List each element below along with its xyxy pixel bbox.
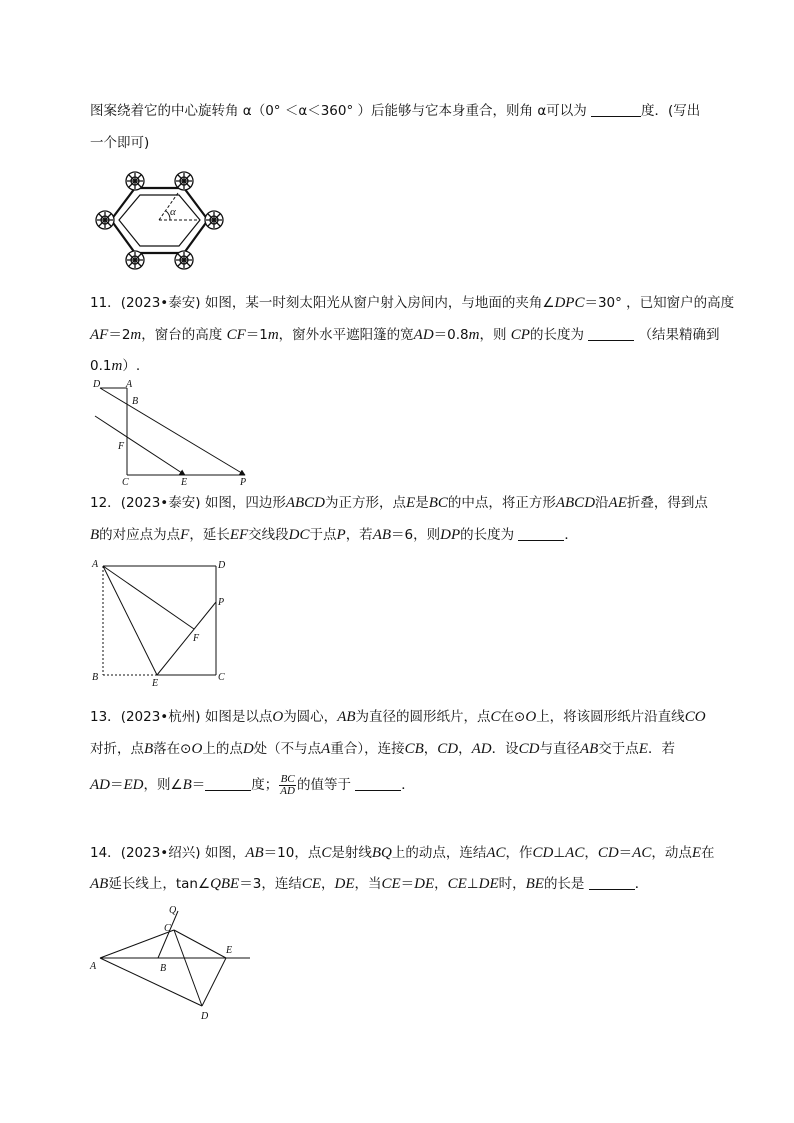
q12-var: AE: [608, 495, 627, 511]
q11-text: 如图，某一时刻太阳光从窗户射入房间内，与地面的夹角∠: [204, 295, 555, 311]
q14-text: ，当: [354, 876, 382, 892]
q12-var: DP: [440, 527, 461, 543]
q13-var: D: [242, 741, 254, 757]
q14-text: ＝3，连结: [239, 876, 302, 892]
q10-figure: [90, 163, 230, 278]
q14-text: ⊥: [553, 845, 566, 861]
q14-var: AB: [90, 876, 109, 892]
q11-text: ）.: [122, 358, 141, 374]
q14-text: ，: [584, 845, 598, 861]
q13-text: ．设: [491, 741, 519, 757]
q12-text: 的中点，将正方形: [447, 495, 556, 511]
q11-line2: [90, 325, 720, 345]
q13-text: ＝: [191, 777, 206, 793]
q13-text: ．: [401, 777, 415, 793]
q14-var: CE: [301, 876, 321, 892]
q11-source: (2023•泰安): [120, 295, 201, 311]
q13-var: E: [638, 741, 648, 757]
q14-label-E: E: [226, 945, 233, 956]
q12-var: ABCD: [555, 495, 596, 511]
q13-var: B: [182, 777, 192, 793]
q14-label-Q: Q: [169, 905, 177, 916]
q11-text: ，则: [479, 327, 507, 343]
q10-answer-blank: [591, 102, 641, 117]
q14-var: QBE: [210, 876, 240, 892]
q13-text: ，: [423, 741, 438, 757]
q13-line2: [90, 739, 675, 759]
q12-text: 于点: [309, 527, 337, 543]
q13-text: 落在⊙: [153, 741, 192, 757]
q13-var: AD: [90, 777, 110, 793]
q14-text: ，动点: [651, 845, 692, 861]
q14-text: ＝10，点: [263, 845, 322, 861]
q11-var: m: [130, 327, 142, 343]
q11-line3: [90, 356, 140, 376]
q11-var: AD: [413, 327, 434, 343]
q13-line3: [90, 771, 415, 799]
q11-label-B: B: [132, 396, 139, 407]
q13-fraction: [279, 774, 296, 797]
q14-text: ，作: [505, 845, 533, 861]
q12-var: BC: [428, 495, 448, 511]
q12-text: ＝6，则: [391, 527, 441, 543]
q14-var: BQ: [371, 845, 392, 861]
q12-text: ，延长: [189, 527, 230, 543]
q11-text: ，窗台的高度: [141, 327, 223, 343]
q10-text: 图案绕着它的中心旋转角 α（0° ＜α＜360° ）后能够与它本身重合，则角 α可以为: [90, 103, 587, 119]
q11-text: ＝2: [108, 327, 131, 343]
q14-label-A: A: [90, 961, 97, 972]
q13-answer-blank-1: [205, 776, 251, 791]
q12-label-B: B: [92, 672, 99, 683]
q13-var: O: [191, 741, 203, 757]
q14-line2: [90, 874, 648, 894]
q14-var: CE: [381, 876, 401, 892]
q14-var: CD: [597, 845, 619, 861]
q13-text: 处（不与点: [253, 741, 322, 757]
q14-var: DE: [414, 876, 435, 892]
q12-label-D: D: [218, 560, 226, 571]
q12-label-E: E: [152, 678, 159, 689]
q10-text2: 一个即可): [90, 135, 150, 151]
q13-var: CD: [437, 741, 459, 757]
q11-label-C: C: [122, 477, 129, 488]
q12-label-F: F: [193, 633, 200, 644]
q11-label-F: F: [118, 441, 125, 452]
q14-var: AC: [632, 845, 652, 861]
q14-number: 14．: [90, 845, 121, 861]
q14-var: AC: [486, 845, 506, 861]
q12-text: 折叠，得到点: [626, 495, 708, 511]
q12-number: 12．: [90, 495, 121, 511]
knot-bottom-right: [175, 251, 193, 269]
q12-text: 如图，四边形: [204, 495, 286, 511]
q11-text: 的长度为: [529, 327, 584, 343]
q13-text: 为圆心，: [283, 709, 338, 725]
q12-text: ．: [564, 527, 578, 543]
q11-text: （结果精确到: [638, 327, 720, 343]
q11-line1: [90, 293, 734, 313]
q14-figure: [88, 903, 258, 1023]
q12-source: (2023•泰安): [120, 495, 201, 511]
q13-answer-blank-2: [355, 776, 401, 791]
q12-label-C: C: [218, 672, 225, 683]
q14-text: 的长是: [543, 876, 585, 892]
q11-number: 11．: [90, 295, 121, 311]
q13-number: 13．: [90, 709, 121, 725]
q14-text: ．: [634, 876, 649, 892]
q12-line1: [90, 493, 708, 513]
q13-var: AB: [337, 709, 356, 725]
q14-text: 上的动点，连结: [391, 845, 487, 861]
knot-right: [205, 211, 223, 229]
q11-var: m: [468, 327, 480, 343]
q13-var: B: [144, 741, 154, 757]
q11-var: CF: [226, 327, 246, 343]
knot-top-left: [126, 172, 144, 190]
q11-text: ＝30° ，已知窗户的高度: [584, 295, 735, 311]
q13-var: C: [490, 709, 501, 725]
q14-var: C: [321, 845, 332, 861]
q12-var: P: [336, 527, 346, 543]
knot-left: [96, 211, 114, 229]
q13-text: ＝: [110, 777, 124, 793]
q12-text: 交线段: [248, 527, 289, 543]
q13-text: 重合），连接: [330, 741, 405, 757]
q14-line1: [90, 843, 715, 863]
q14-var: AB: [245, 845, 264, 861]
q14-label-C: C: [164, 923, 171, 934]
q13-source: (2023•杭州): [120, 709, 201, 725]
q14-label-B: B: [160, 963, 167, 974]
q13-var: AD: [471, 741, 492, 757]
q13-frac-den: AD: [280, 784, 295, 797]
q11-label-P: P: [240, 477, 247, 488]
q12-var: E: [406, 495, 416, 511]
q14-text: 延长线上，tan∠: [108, 876, 211, 892]
q13-var: CD: [518, 741, 540, 757]
q10-line1: [90, 101, 700, 121]
q13-var: O: [525, 709, 537, 725]
q11-label-E: E: [181, 477, 188, 488]
q13-frac-num: BC: [280, 772, 295, 785]
q12-text: ，若: [345, 527, 373, 543]
q11-figure: [90, 378, 260, 488]
q11-text: ，窗外水平遮阳篷的宽: [278, 327, 414, 343]
q13-text: 与直径: [539, 741, 580, 757]
q11-text: ＝0.8: [433, 327, 469, 343]
q13-text: 交于点: [598, 741, 639, 757]
q11-var: DPC: [554, 295, 585, 311]
q11-label-A: A: [126, 379, 133, 390]
q13-text: 如图是以点: [204, 709, 273, 725]
q13-text: 度；: [251, 777, 279, 793]
q14-text: ⊥: [466, 876, 479, 892]
q14-label-D: D: [201, 1011, 209, 1022]
q12-text: 为正方形，点: [325, 495, 407, 511]
q12-var: F: [180, 527, 190, 543]
q14-text: 如图，: [204, 845, 246, 861]
q14-text: 是射线: [331, 845, 372, 861]
q13-text: 对折，点: [90, 741, 144, 757]
q14-text: ＝: [618, 845, 633, 861]
q13-text: 上，将该圆形纸片沿直线: [536, 709, 685, 725]
q12-line2: [90, 525, 578, 545]
q12-var: EF: [229, 527, 249, 543]
q13-var: ED: [123, 777, 144, 793]
q14-text: ＝: [400, 876, 415, 892]
q14-text: ，: [434, 876, 448, 892]
q13-text: 的值等于: [296, 777, 351, 793]
q12-var: DC: [288, 527, 310, 543]
q14-var: BE: [525, 876, 544, 892]
q13-var: AB: [579, 741, 599, 757]
q14-text: 在: [701, 845, 715, 861]
q12-var: AB: [372, 527, 392, 543]
q14-source: (2023•绍兴): [120, 845, 201, 861]
q10-alpha-label: α: [170, 206, 176, 218]
q12-text: 的对应点为点: [99, 527, 181, 543]
q13-var: CB: [404, 741, 424, 757]
q14-var: DE: [334, 876, 355, 892]
q12-label-P: P: [218, 597, 225, 608]
q14-text: ，: [321, 876, 335, 892]
q13-var: A: [321, 741, 331, 757]
q11-answer-blank: [588, 326, 634, 341]
q11-text: 0.1: [90, 358, 112, 374]
q13-line1: [90, 707, 706, 727]
q11-var: m: [111, 358, 123, 374]
q14-var: CE: [447, 876, 467, 892]
q12-figure: [90, 558, 240, 688]
q10-line2: [90, 133, 149, 153]
q11-var: m: [267, 327, 279, 343]
q13-text: ，: [458, 741, 472, 757]
q14-text: 时，: [498, 876, 526, 892]
q14-var: CD: [532, 845, 554, 861]
q14-var: E: [691, 845, 702, 861]
q12-text: 沿: [595, 495, 609, 511]
q13-text: ，则∠: [143, 777, 183, 793]
q11-var: CP: [510, 327, 530, 343]
q11-var: AF: [90, 327, 109, 343]
q14-var: DE: [478, 876, 499, 892]
q14-answer-blank: [589, 875, 635, 890]
q10-text-after: 度．(写出: [641, 103, 701, 119]
knot-top-right: [175, 172, 193, 190]
q12-var: B: [90, 527, 100, 543]
q12-var: ABCD: [285, 495, 326, 511]
q13-text: 上的点: [202, 741, 243, 757]
knot-bottom-left: [126, 251, 144, 269]
q12-text: 的长度为: [460, 527, 515, 543]
q13-var: CO: [684, 709, 706, 725]
q12-label-A: A: [92, 559, 99, 570]
q13-text: ．若: [647, 741, 675, 757]
q13-var: O: [272, 709, 284, 725]
q11-text: ＝1: [245, 327, 268, 343]
q12-answer-blank: [518, 526, 564, 541]
q13-text: 为直径的圆形纸片，点: [355, 709, 491, 725]
q13-text: 在⊙: [500, 709, 526, 725]
q14-var: AC: [565, 845, 585, 861]
q12-text: 是: [415, 495, 429, 511]
q11-label-D: D: [93, 379, 101, 390]
